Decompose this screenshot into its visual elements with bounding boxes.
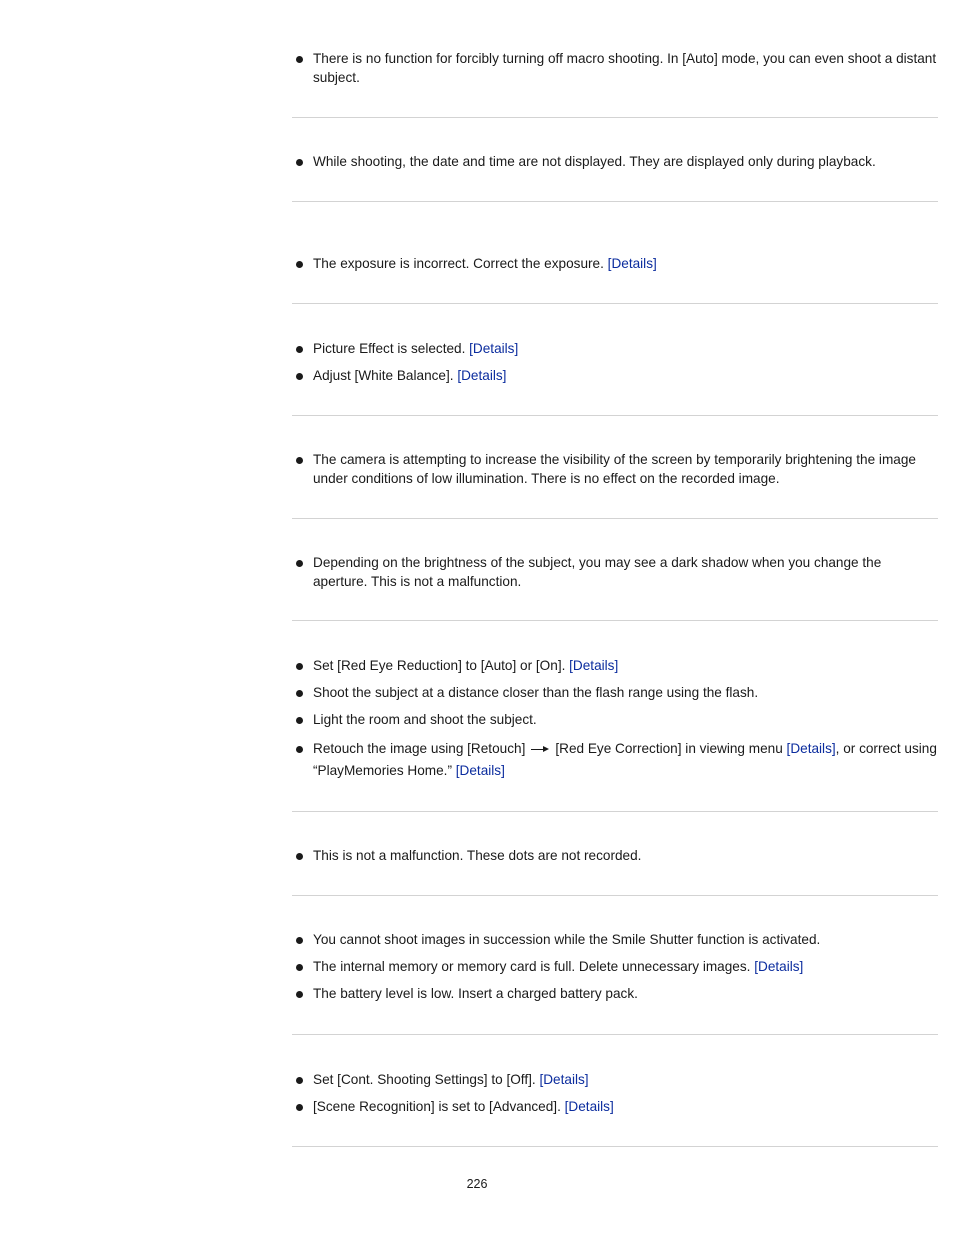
- section-succession: [292, 931, 938, 1004]
- section-continuous: [292, 1071, 938, 1117]
- bullet-icon: [296, 663, 303, 670]
- bullet-icon: [296, 346, 303, 353]
- list-item: You cannot shoot images in succession while the Smile Shutter function is activated.: [292, 931, 938, 950]
- divider: [292, 201, 938, 202]
- divider: [292, 518, 938, 519]
- list-item: There is no function for forcibly turning off macro shooting. In [Auto] mode, you can even shoot a distant subject.: [292, 50, 938, 87]
- divider: [292, 415, 938, 416]
- bullet-icon: [296, 1077, 303, 1084]
- list-item: The exposure is incorrect. Correct the exposure. [Details]: [292, 255, 938, 274]
- list-item: The battery level is low. Insert a charged battery pack.: [292, 985, 938, 1004]
- list-item: Shoot the subject at a distance closer than the flash range using the flash.: [292, 684, 938, 703]
- bullet-icon: [296, 937, 303, 944]
- list-item: This is not a malfunction. These dots are not recorded.: [292, 847, 938, 866]
- divider: [292, 1034, 938, 1035]
- divider: [292, 620, 938, 621]
- details-link[interactable]: [Details]: [569, 658, 619, 673]
- details-link[interactable]: [Details]: [457, 368, 507, 383]
- list-item: Light the room and shoot the subject.: [292, 711, 938, 730]
- divider: [292, 303, 938, 304]
- section-dots: [292, 847, 938, 866]
- divider: [292, 1146, 938, 1147]
- section-red-eye: [292, 657, 938, 782]
- section-date-time: [292, 153, 938, 172]
- bullet-icon: [296, 853, 303, 860]
- list-item: Set [Cont. Shooting Settings] to [Off]. [Details]: [292, 1071, 938, 1090]
- bullet-icon: [296, 964, 303, 971]
- bullet-icon: [296, 560, 303, 567]
- details-link[interactable]: [Details]: [469, 341, 519, 356]
- list-item: Adjust [White Balance]. [Details]: [292, 367, 938, 386]
- bullet-icon: [296, 457, 303, 464]
- details-link[interactable]: [Details]: [455, 763, 505, 778]
- bullet-icon: [296, 991, 303, 998]
- list-item: Picture Effect is selected. [Details]: [292, 340, 938, 359]
- arrow-right-icon: [531, 746, 549, 752]
- bullet-icon: [296, 717, 303, 724]
- section-exposure: [292, 255, 938, 274]
- divider: [292, 811, 938, 812]
- bullet-icon: [296, 373, 303, 380]
- details-link[interactable]: [Details]: [539, 1072, 589, 1087]
- details-link[interactable]: [Details]: [754, 959, 804, 974]
- list-item: [Scene Recognition] is set to [Advanced]. [Details]: [292, 1098, 938, 1117]
- list-item: The camera is attempting to increase the visibility of the screen by temporarily brightening the image under conditions of low illumination. There is no effect on the recorded image.: [292, 451, 938, 488]
- list-item: While shooting, the date and time are not displayed. They are displayed only during playback.: [292, 153, 938, 172]
- divider: [292, 895, 938, 896]
- details-link[interactable]: [Details]: [786, 741, 836, 756]
- details-link[interactable]: [Details]: [564, 1099, 614, 1114]
- section-aperture: [292, 554, 938, 591]
- list-item: Depending on the brightness of the subject, you may see a dark shadow when you change the aperture. This is not a malfunction.: [292, 554, 938, 591]
- divider: [292, 117, 938, 118]
- bullet-icon: [296, 1104, 303, 1111]
- list-item: Retouch the image using [Retouch] [Red Eye Correction] in viewing menu [Details], or correct using “PlayMemories Home.” [Details]: [292, 738, 938, 782]
- details-link[interactable]: [Details]: [607, 256, 657, 271]
- bullet-icon: [296, 746, 303, 753]
- bullet-icon: [296, 690, 303, 697]
- section-low-light: [292, 451, 938, 488]
- bullet-icon: [296, 56, 303, 63]
- bullet-icon: [296, 159, 303, 166]
- list-item: The internal memory or memory card is full. Delete unnecessary images. [Details]: [292, 958, 938, 977]
- page-number: 226: [466, 1177, 488, 1191]
- section-color: [292, 340, 938, 386]
- section-macro: [292, 50, 938, 87]
- bullet-icon: [296, 261, 303, 268]
- list-item: Set [Red Eye Reduction] to [Auto] or [On]. [Details]: [292, 657, 938, 676]
